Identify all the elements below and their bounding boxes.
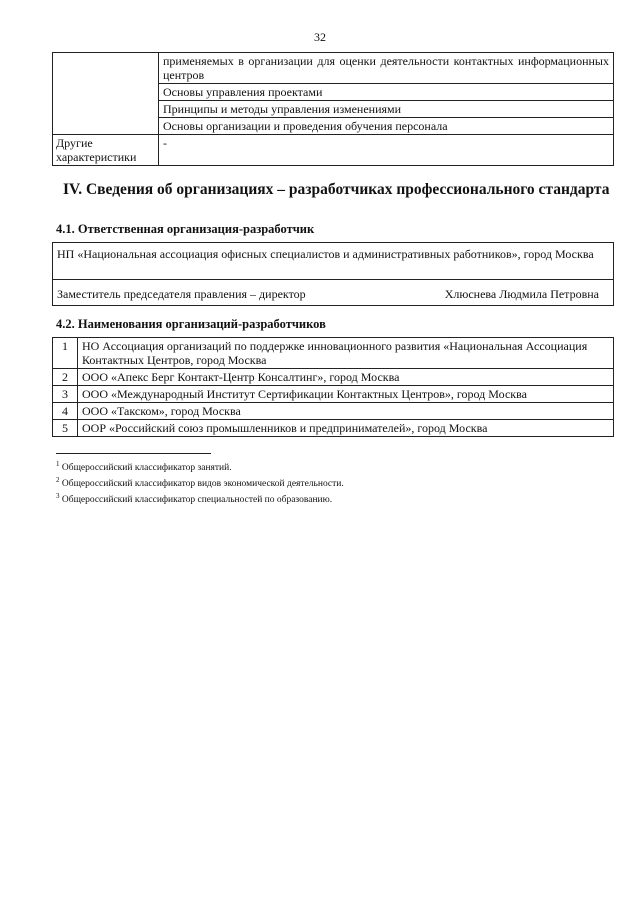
divider <box>53 279 613 280</box>
responsible-org-box <box>52 242 614 306</box>
table-row <box>53 135 614 166</box>
developers-heading: 4.2. Наименования организаций-разработчиков <box>56 317 326 331</box>
footnote-text: Общероссийский классификатор специальностей по образованию. <box>61 495 333 506</box>
footnote-mark: 2 <box>56 476 60 485</box>
table-row <box>53 403 614 420</box>
organization-name: ООО «Международный Институт Сертификации Контактных Центров», город Москва <box>78 386 614 403</box>
responsible-org-name: НП «Национальная ассоциация офисных специалистов и административных работников», город Москва <box>57 247 594 261</box>
footnote <box>56 458 344 474</box>
footnote-text: Общероссийский классификатор занятий. <box>61 463 232 474</box>
table-row <box>53 369 614 386</box>
row-number: 2 <box>53 369 78 386</box>
organization-name: ООР «Российский союз промышленников и предпринимателей», город Москва <box>78 420 614 437</box>
footnote <box>56 490 344 506</box>
table-row <box>53 53 614 84</box>
page-number: 32 <box>314 30 326 44</box>
table-row <box>53 338 614 369</box>
table-cell: применяемых в организации для оценки деятельности контактных информационных центров <box>159 53 614 84</box>
organization-name: НО Ассоциация организаций по поддержке инновационного развития «Национальная Ассоциация Контактных Центров, город Москва <box>78 338 614 369</box>
footnote-mark: 3 <box>56 492 60 501</box>
table-cell: Основы управления проектами <box>159 84 614 101</box>
table-row <box>53 420 614 437</box>
organization-name: ООО «Апекс Берг Контакт-Центр Консалтинг», город Москва <box>78 369 614 386</box>
organization-name: ООО «Такском», город Москва <box>78 403 614 420</box>
footnote-separator <box>56 453 211 454</box>
table-cell: - <box>159 135 614 166</box>
footnote-mark: 1 <box>56 460 60 468</box>
footnotes <box>56 458 344 506</box>
row-label-cell: Другие характеристики <box>53 135 159 166</box>
footnote <box>56 474 344 490</box>
responsible-role: Заместитель председателя правления – директор <box>57 287 306 301</box>
table-cell: Принципы и методы управления изменениями <box>159 101 614 118</box>
row-number: 1 <box>53 338 78 369</box>
row-label-cell <box>53 53 159 135</box>
section-title: IV. Сведения об организациях – разработчиках профессионального стандарта <box>63 181 610 198</box>
table-cell: Основы организации и проведения обучения персонала <box>159 118 614 135</box>
characteristics-table <box>52 52 614 166</box>
footnote-text: Общероссийский классификатор видов экономической деятельности. <box>61 479 344 490</box>
row-number: 5 <box>53 420 78 437</box>
row-number: 3 <box>53 386 78 403</box>
responsible-person-name: Хлюснева Людмила Петровна <box>444 287 599 301</box>
row-number: 4 <box>53 403 78 420</box>
table-row <box>53 386 614 403</box>
developers-table <box>52 337 614 437</box>
responsible-heading: 4.1. Ответственная организация-разработчик <box>56 222 315 236</box>
